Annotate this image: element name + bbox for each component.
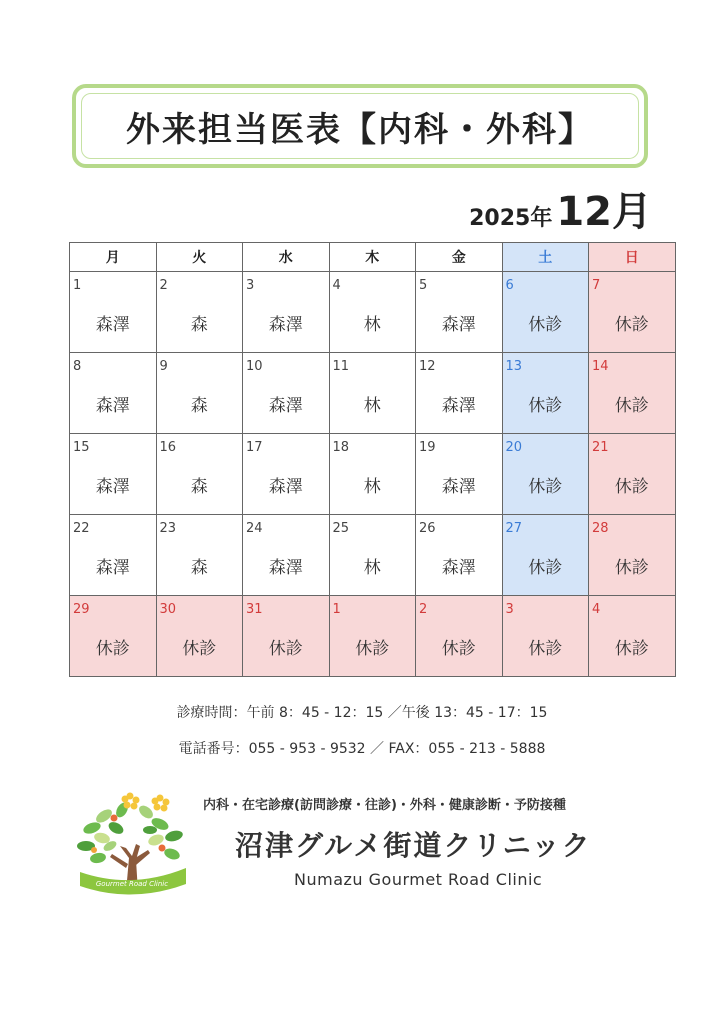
doctor-name: 森 <box>190 558 208 578</box>
doctor-name: 森澤 <box>95 558 130 578</box>
doctor-name: 林 <box>363 558 381 578</box>
weekday-header: 木 <box>329 243 416 272</box>
calendar-day-cell <box>329 353 416 434</box>
office-hours: 診療時間：午前 8：45 - 12：15 ／午後 13：45 - 17：15 <box>176 705 548 721</box>
day-number: 6 <box>505 278 514 293</box>
day-number: 27 <box>505 521 523 536</box>
weekday-header: 金 <box>416 243 503 272</box>
doctor-name: 休診 <box>614 477 649 497</box>
calendar-week-row <box>70 434 676 515</box>
day-number: 31 <box>246 602 263 617</box>
weekday-header: 火 <box>156 243 243 272</box>
services-list: 内科・在宅診療(訪問診療・往診)・外科・健康診断・予防接種 <box>203 798 566 813</box>
calendar-day-cell <box>329 596 416 677</box>
day-number: 2 <box>159 278 168 293</box>
calendar-week-row <box>70 353 676 434</box>
calendar-day-cell <box>416 434 503 515</box>
calendar-week-row <box>70 272 676 353</box>
doctor-name: 休診 <box>95 639 130 659</box>
weekday-header: 水 <box>243 243 330 272</box>
calendar-day-cell <box>243 434 330 515</box>
calendar-week-row <box>70 596 676 677</box>
calendar-day-cell <box>589 272 676 353</box>
calendar-day-cell <box>156 596 243 677</box>
doctor-name: 休診 <box>528 558 563 578</box>
doctor-name: 森澤 <box>268 477 303 497</box>
calendar-day-cell <box>416 272 503 353</box>
calendar-body <box>70 272 676 677</box>
day-number: 25 <box>332 521 350 536</box>
day-number: 3 <box>246 278 255 293</box>
day-number: 28 <box>592 521 609 536</box>
month-label: 12月 <box>556 189 652 235</box>
year-label: 2025年 <box>469 206 553 231</box>
day-number: 30 <box>159 602 177 617</box>
doctor-name: 休診 <box>528 315 563 335</box>
doctor-name: 森 <box>190 396 208 416</box>
svg-text:Gourmet Road Clinic: Gourmet Road Clinic <box>95 880 169 888</box>
page-title: 外来担当医表【内科・外科】 <box>126 109 594 150</box>
phone-fax: 電話番号：055 - 953 - 9532 ／ FAX：055 - 213 - 5888 <box>178 741 546 757</box>
doctor-name: 休診 <box>614 558 649 578</box>
day-number: 8 <box>73 359 82 374</box>
calendar-day-cell <box>502 272 589 353</box>
day-number: 3 <box>505 602 514 617</box>
calendar-day-cell <box>243 353 330 434</box>
doctor-name: 休診 <box>614 639 649 659</box>
calendar-day-cell <box>502 515 589 596</box>
day-number: 11 <box>332 359 350 374</box>
calendar-day-cell <box>589 515 676 596</box>
day-number: 29 <box>73 602 90 617</box>
day-number: 2 <box>419 602 428 617</box>
doctor-name: 休診 <box>614 315 649 335</box>
calendar-day-cell <box>502 434 589 515</box>
doctor-name: 林 <box>363 396 381 416</box>
calendar-day-cell <box>589 434 676 515</box>
calendar-day-cell <box>70 515 157 596</box>
calendar-day-cell <box>156 434 243 515</box>
doctor-name: 森澤 <box>95 396 130 416</box>
calendar-day-cell <box>156 353 243 434</box>
calendar-day-cell <box>502 353 589 434</box>
year-month <box>469 180 652 237</box>
clinic-name-jp: 沼津グルメ街道クリニック <box>235 829 592 862</box>
doctor-name: 森澤 <box>441 396 476 416</box>
clinic-name-en: Numazu Gourmet Road Clinic <box>294 870 543 889</box>
doctor-name: 森 <box>190 477 208 497</box>
calendar-day-cell <box>243 596 330 677</box>
doctor-name: 森澤 <box>95 477 130 497</box>
title-box <box>72 84 648 168</box>
doctor-name: 休診 <box>528 396 563 416</box>
day-number: 14 <box>592 359 609 374</box>
doctor-name: 森澤 <box>441 477 476 497</box>
day-number: 17 <box>246 440 263 455</box>
doctor-name: 森澤 <box>268 315 303 335</box>
day-number: 12 <box>419 359 436 374</box>
doctor-name: 森澤 <box>441 558 476 578</box>
day-number: 15 <box>73 440 90 455</box>
day-number: 16 <box>159 440 177 455</box>
calendar-day-cell <box>416 515 503 596</box>
weekday-header: 土 <box>502 243 589 272</box>
day-number: 9 <box>159 359 168 374</box>
weekday-header: 日 <box>589 243 676 272</box>
calendar-day-cell <box>156 515 243 596</box>
calendar-day-cell <box>589 353 676 434</box>
doctor-name: 休診 <box>614 396 649 416</box>
doctor-name: 森澤 <box>441 315 476 335</box>
day-number: 5 <box>419 278 428 293</box>
doctor-name: 休診 <box>441 639 476 659</box>
doctor-name: 休診 <box>182 639 217 659</box>
calendar-day-cell <box>329 272 416 353</box>
day-number: 19 <box>419 440 436 455</box>
day-number: 18 <box>332 440 350 455</box>
calendar-day-cell <box>329 434 416 515</box>
calendar-day-cell <box>329 515 416 596</box>
calendar-day-cell <box>243 515 330 596</box>
doctor-name: 休診 <box>528 639 563 659</box>
day-number: 4 <box>332 278 341 293</box>
day-number: 22 <box>73 521 90 536</box>
calendar-day-cell <box>416 596 503 677</box>
doctor-name: 森澤 <box>268 396 303 416</box>
doctor-name: 森澤 <box>95 315 130 335</box>
weekday-header: 月 <box>70 243 157 272</box>
calendar-week-row <box>70 515 676 596</box>
day-number: 26 <box>419 521 436 536</box>
doctor-name: 森澤 <box>268 558 303 578</box>
day-number: 4 <box>592 602 601 617</box>
weekday-header-row <box>70 243 676 272</box>
calendar-day-cell <box>416 353 503 434</box>
calendar-day-cell <box>243 272 330 353</box>
calendar-day-cell <box>156 272 243 353</box>
day-number: 23 <box>159 521 177 536</box>
clinic-logo <box>74 788 190 900</box>
doctor-name: 林 <box>363 315 381 335</box>
doctor-name: 休診 <box>528 477 563 497</box>
day-number: 7 <box>592 278 601 293</box>
schedule-calendar <box>69 242 676 677</box>
day-number: 1 <box>332 602 341 617</box>
doctor-name: 森 <box>190 315 208 335</box>
calendar-day-cell <box>502 596 589 677</box>
doctor-name: 休診 <box>355 639 390 659</box>
day-number: 21 <box>592 440 609 455</box>
day-number: 1 <box>73 278 82 293</box>
calendar-day-cell <box>70 434 157 515</box>
day-number: 10 <box>246 359 263 374</box>
day-number: 24 <box>246 521 263 536</box>
calendar-day-cell <box>70 353 157 434</box>
calendar-day-cell <box>589 596 676 677</box>
calendar-day-cell <box>70 272 157 353</box>
day-number: 20 <box>505 440 523 455</box>
doctor-name: 休診 <box>268 639 303 659</box>
day-number: 13 <box>505 359 523 374</box>
calendar-day-cell <box>70 596 157 677</box>
doctor-name: 林 <box>363 477 381 497</box>
